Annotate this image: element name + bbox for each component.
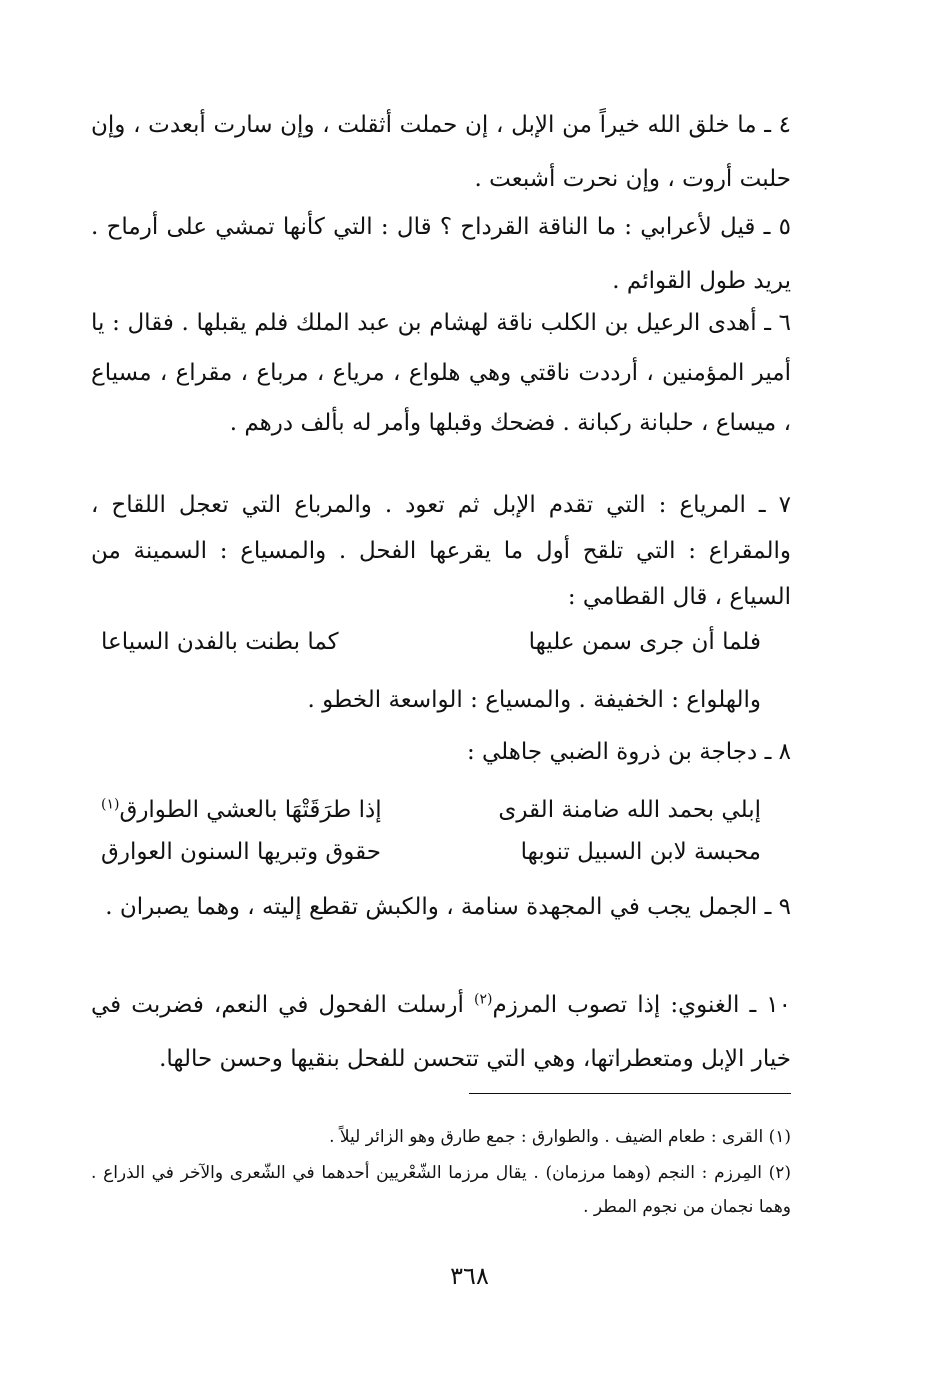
footnote-1: (١) القرى : طعام الضيف . والطوارق : جمع طارق وهو الزائر ليلاً . bbox=[329, 1127, 791, 1147]
footnote-divider bbox=[469, 1093, 791, 1094]
gloss-line: والهلواع : الخفيفة . والمسياع : الواسعة الخطو . bbox=[307, 687, 761, 713]
verse-second-hemistich: حقوق وتبريها السنون العوارق bbox=[101, 839, 382, 865]
verse-first-hemistich: محبسة لابن السبيل تنوبها bbox=[520, 839, 761, 865]
page-number: ٣٦٨ bbox=[450, 1262, 489, 1290]
paragraph-6: ٦ ـ أهدى الرعيل بن الكلب ناقة لهشام بن عبد الملك فلم يقبلها . فقال : يا أمير المؤمنين ، أرددت ناقتي وهي هلواع ، مرياع ، مرباع ، مقراع ، مسياع ، ميساع ، حلبانة ركبانة . فضحك وقبلها وأمر له بألف درهم . bbox=[91, 310, 791, 436]
paragraph-10: ١٠ ـ الغنوي: إذا تصوب المرزم$^{(٢)}$ أرسلت الفحول في النعم، فضربت في خيار الإبل ومتعطراتها، وهي التي تتحسن للفحل بنقيها وحسن حالها. bbox=[91, 991, 791, 1072]
footnote-marker[interactable]: (٢) bbox=[474, 991, 493, 1008]
paragraph-7: ٧ ـ المرياع : التي تقدم الإبل ثم تعود . والمرباع التي تعجل اللقاح ، والمقراع : التي تلقح أول ما يقرعها الفحل . والمسياع : السمينة من السياع ، قال القطامي : bbox=[91, 492, 791, 610]
paragraph-4: ٤ ـ ما خلق الله خيراً من الإبل ، إن حملت أثقلت ، وإن سارت أبعدت ، وإن حلبت أروت ، وإن نحرت أشبعت . bbox=[91, 112, 791, 192]
verse-second-hemistich: كما بطنت بالفدن السياعا bbox=[101, 629, 339, 655]
paragraph-9: ٩ ـ الجمل يجب في المجهدة سنامة ، والكبش تقطع إليته ، وهما يصبران . bbox=[105, 894, 791, 920]
verse-first-hemistich: إبلي بحمد الله ضامنة القرى bbox=[498, 797, 761, 823]
footnote-marker[interactable]: (١) bbox=[101, 796, 120, 813]
verse-qutami bbox=[101, 620, 761, 664]
footnote-2: (٢) المِرزم : النجم (وهما مرزمان) . يقال مرزما الشّعْريين أحدهما في الشّعرى والآخر في الذراع . وهما نجمان من نجوم المطر . bbox=[91, 1163, 791, 1217]
paragraph-8-intro: ٨ ـ دجاجة بن ذروة الضبي جاهلي : bbox=[466, 739, 791, 765]
paragraph-5: ٥ ـ قيل لأعرابي : ما الناقة القرداح ؟ قال : التي كأنها تمشي على أرماح . يريد طول القوائم . bbox=[91, 214, 791, 294]
verse-second-hemistich: إذا طرَقَتْهَا بالعشي الطوارق$^{(١)}$ bbox=[101, 796, 382, 823]
verse-first-hemistich: فلما أن جرى سمن عليها bbox=[528, 629, 761, 655]
verse-dajaja-1 bbox=[101, 788, 761, 832]
verse-dajaja-2 bbox=[101, 830, 761, 874]
